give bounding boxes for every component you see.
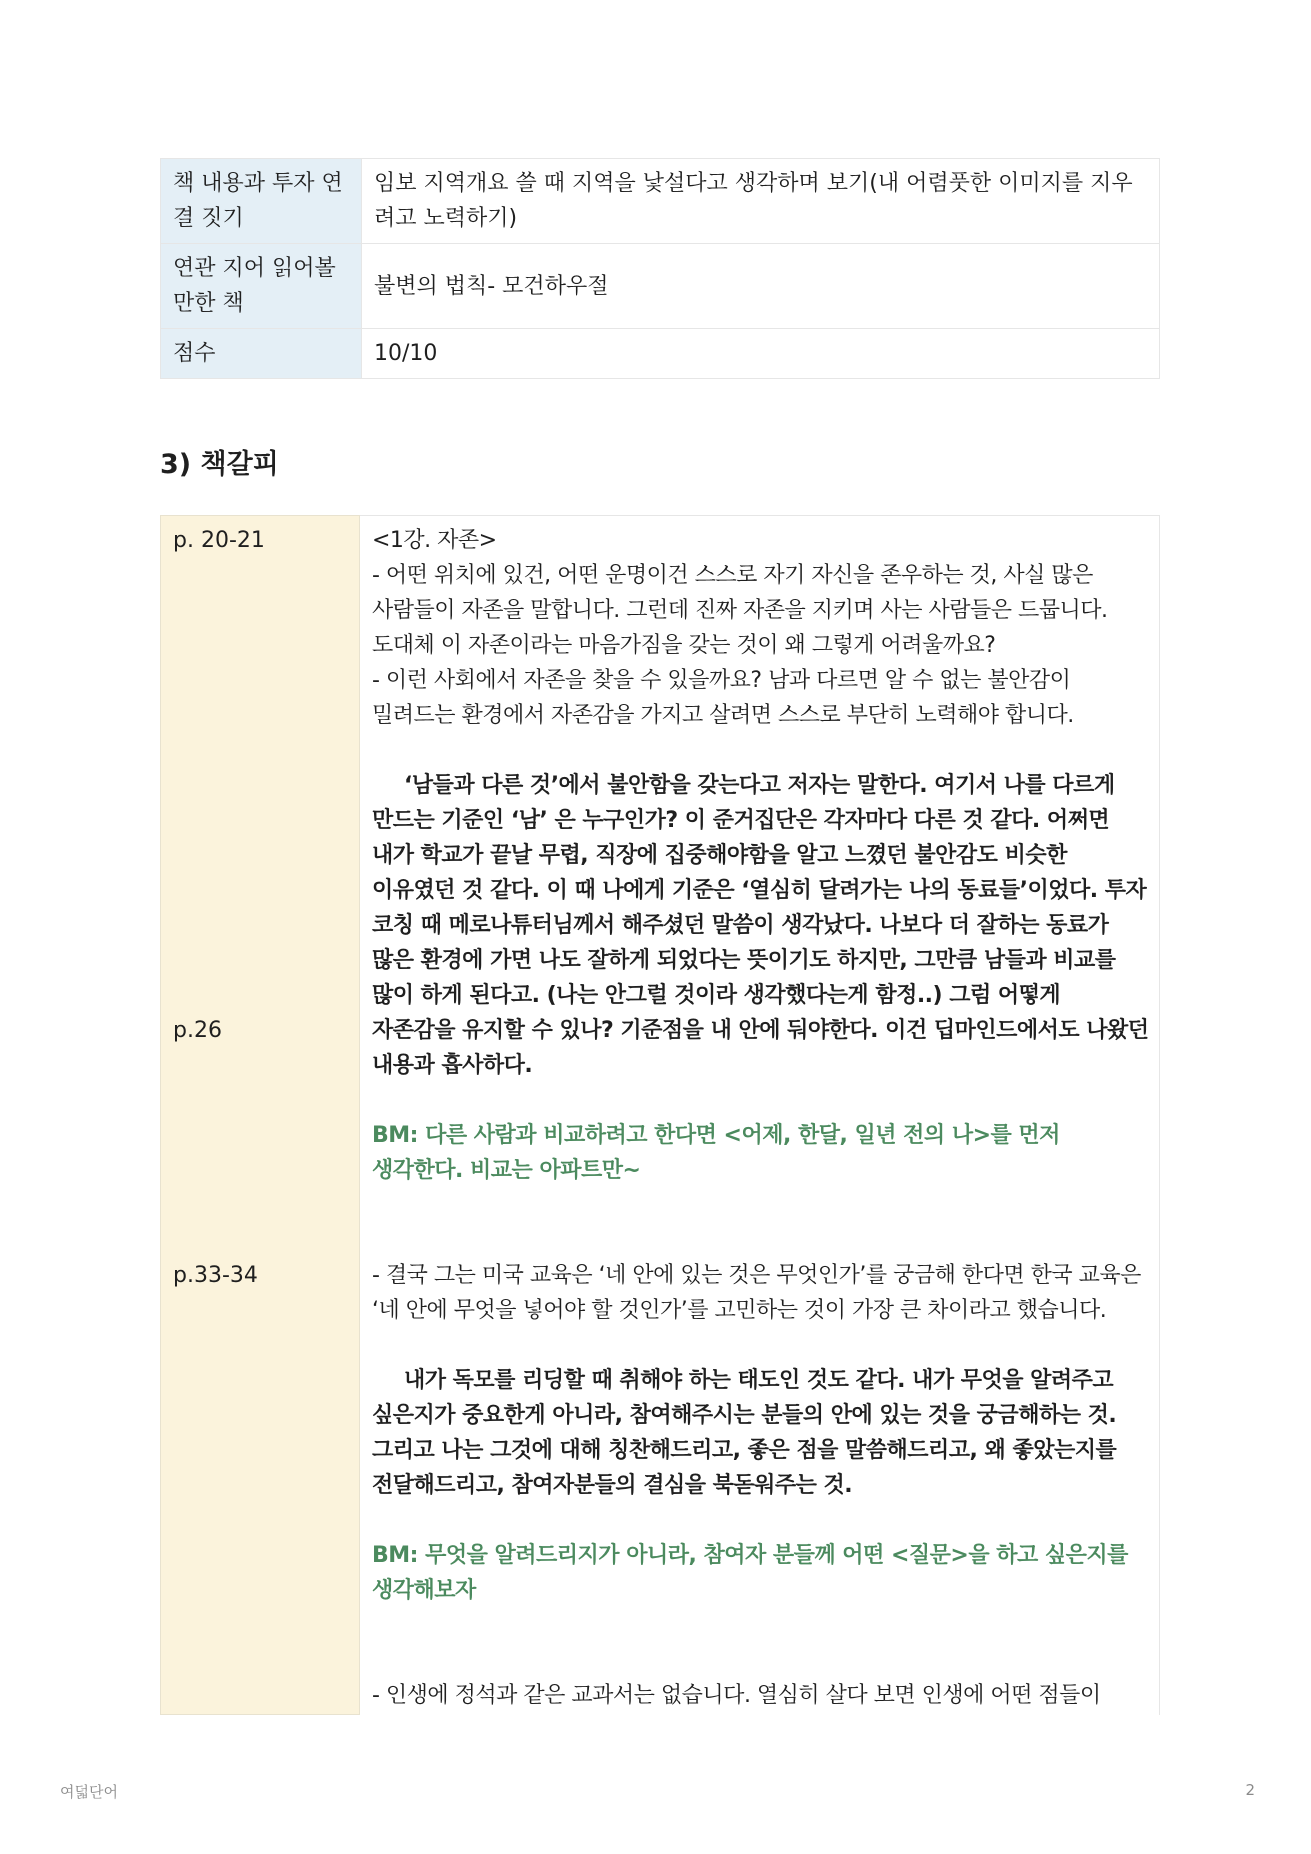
reflection: ‘남들과 다른 것’에서 불안함을 갖는다고 저자는 말한다. 여기서 나를 다르게 만드는 기준인 ‘남’ 은 누구인가? 이 준거집단은 각자마다 다른 것 같다. 어쩌면 내가 학교가 끝날 무렵, 직장에 집중해야함을 알고 느꼈던 불안감도 비슷한 이유였던 것 같다. 이 때 나에게 기준은 ‘열심히 달려가는 나의 동료들’이었다. 투자 코칭 때 메로나튜터님께서 해주셨던 말씀이 생각났다. 나보다 더 잘하는 동료가 많은 환경에 가면 나도 잘하게 되었다는 뜻이기도 하지만, 그만큼 남들과 비교를 많이 하게 된다고. (나는 안그럴 것이라 생각했다는게 함정..) 그럼 어떻게 자존감을 유지할 수 있나? 기준점을 내 안에 둬야한다. 이건 딥마인드에서도 나왔던 내용과 흡사하다. <box>372 773 1149 1078</box>
table-row <box>161 244 1160 329</box>
bookmark-table <box>160 515 1160 1715</box>
page-number: 2 <box>1245 1781 1255 1799</box>
bm-note: BM: 다른 사람과 비교하려고 한다면 <어제, 한달, 일년 전의 나>를 먼저 생각한다. 비교는 아파트만~ <box>372 1123 1060 1183</box>
page-ref: p.26 <box>173 1018 222 1043</box>
reflection: 내가 독모를 리딩할 때 취해야 하는 태도인 것도 같다. 내가 무엇을 알려주고 싶은지가 중요한게 아니라, 참여해주시는 분들의 안에 있는 것을 궁금해하는 것. 그리고 나는 그것에 대해 칭찬해드리고, 좋은 점을 말씀해드리고, 왜 좋았는지를 전달해드리고, 참여자분들의 결심을 북돋워주는 것. <box>372 1368 1117 1498</box>
lecture-title: <1강. 자존> <box>372 528 497 553</box>
quote: - 결국 그는 미국 교육은 ‘네 안에 있는 것은 무엇인가’를 궁금해 한다면 한국 교육은 ‘네 안에 무엇을 넣어야 할 것인가’를 고민하는 것이 가장 큰 차이라고 했습니다. <box>372 1263 1141 1323</box>
page-ref: p.33-34 <box>173 1263 258 1288</box>
row-label: 연관 지어 읽어볼 만한 책 <box>161 244 362 329</box>
row-value: 불변의 법칙- 모건하우절 <box>362 244 1160 329</box>
bookmark-content <box>372 523 1150 1713</box>
table-row <box>161 329 1160 379</box>
row-label: 책 내용과 투자 연결 짓기 <box>161 159 362 244</box>
info-table <box>160 158 1160 379</box>
page-content <box>160 158 1160 1715</box>
section-heading: 3) 책갈피 <box>160 449 279 480</box>
footer-book-title: 여덟단어 <box>60 1783 118 1801</box>
quote: - 이런 사회에서 자존을 찾을 수 있을까요? 남과 다르면 알 수 없는 불안감이 밀려드는 환경에서 자존감을 가지고 살려면 스스로 부단히 노력해야 합니다. <box>372 668 1074 728</box>
page-ref: p. 20-21 <box>173 528 265 553</box>
row-value: 임보 지역개요 쓸 때 지역을 낯설다고 생각하며 보기(내 어렴풋한 이미지를 지우려고 노력하기) <box>362 159 1160 244</box>
row-value: 10/10 <box>362 329 1160 379</box>
table-row <box>161 159 1160 244</box>
bm-note: BM: 무엇을 알려드리지가 아니라, 참여자 분들께 어떤 <질문>을 하고 싶은지를 생각해보자 <box>372 1543 1128 1603</box>
page-column <box>160 515 360 1715</box>
quote: - 인생에 정석과 같은 교과서는 없습니다. 열심히 살다 보면 인생에 어떤 점들이 <box>372 1683 1101 1708</box>
quote: - 어떤 위치에 있건, 어떤 운명이건 스스로 자기 자신을 존우하는 것, 사실 많은 사람들이 자존을 말합니다. 그런데 진짜 자존을 지키며 사는 사람들은 드뭅니다. 도대체 이 자존이라는 마음가짐을 갖는 것이 왜 그렇게 어려울까요? <box>372 563 1108 658</box>
row-label: 점수 <box>161 329 362 379</box>
